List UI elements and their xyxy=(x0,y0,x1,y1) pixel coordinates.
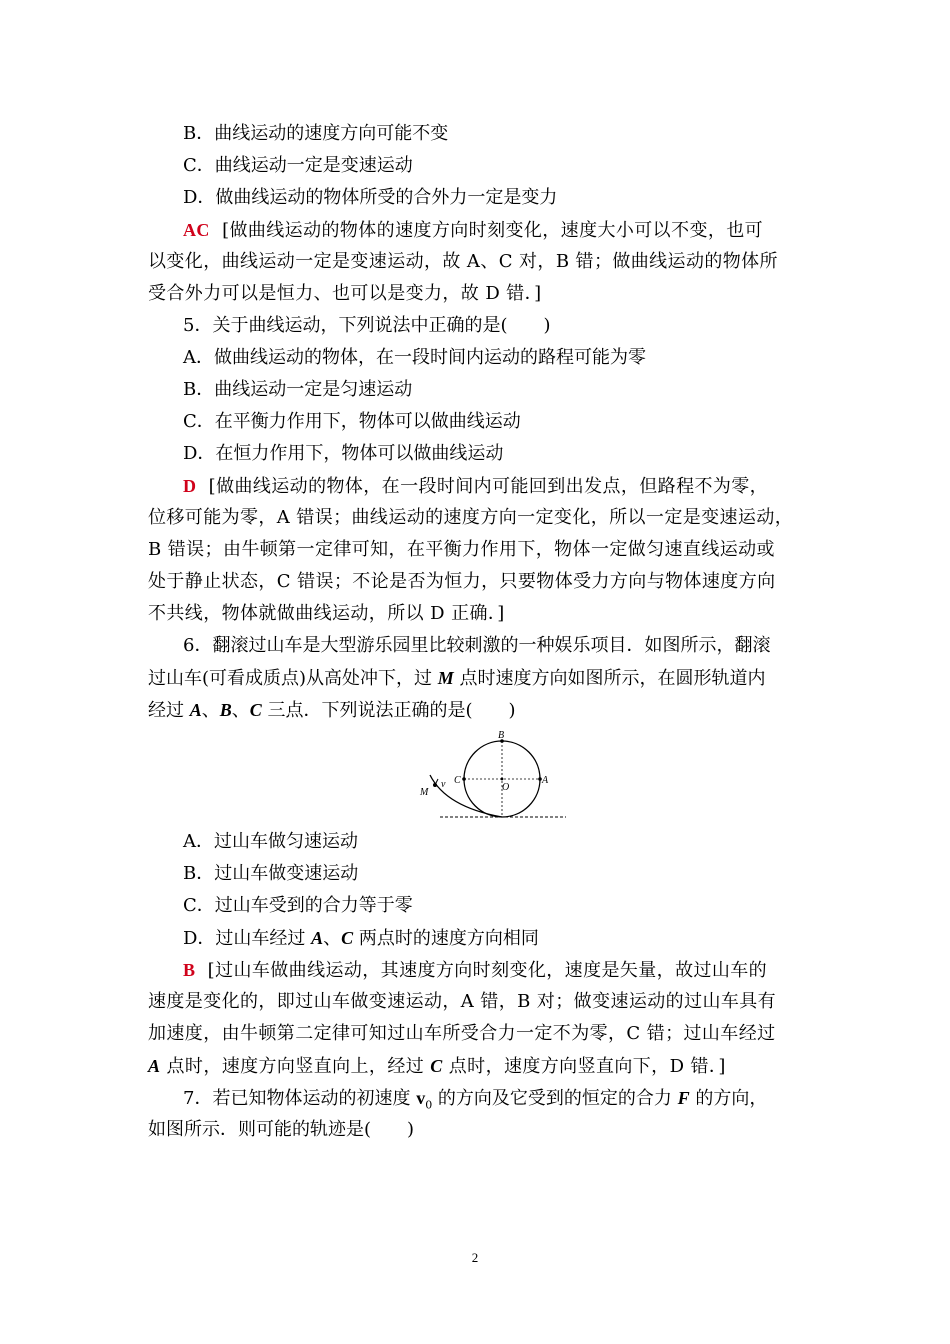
q5-answer-line-5: 不共线，物体就做曲线运动，所以 D 正确．] xyxy=(148,603,505,624)
q5-answer-key: D xyxy=(183,476,197,496)
label-m: M xyxy=(420,787,429,798)
label-o: O xyxy=(502,782,510,793)
q6-answer-key: B xyxy=(183,960,196,980)
q4-option-b: B．曲线运动的速度方向可能不变 xyxy=(183,123,449,144)
label-a: A xyxy=(542,775,549,786)
q6-answer-line-1: B [过山车做曲线运动，其速度方向时刻变化，速度是矢量，故过山车的 xyxy=(183,960,768,981)
point-c-dot xyxy=(462,777,466,781)
q5-answer-line-4: 处于静止状态，C 错误；不论是否为恒力，只要物体受力方向与物体速度方向 xyxy=(148,571,776,592)
q5-answer-line-3: B 错误；由牛顿第一定律可知，在平衡力作用下，物体一定做匀速直线运动或 xyxy=(148,539,775,560)
q6-option-c: C．过山车受到的合力等于零 xyxy=(183,895,413,916)
q6-stem-line-2: 过山车(可看成质点)从高处冲下，过 M 点时速度方向如图所示，在圆形轨道内 xyxy=(148,668,766,689)
q6-stem-line-1: 6．翻滚过山车是大型游乐园里比较刺激的一种娱乐项目．如图所示，翻滚 xyxy=(183,635,771,656)
q7-stem-line-2: 如图所示．则可能的轨迹是( ) xyxy=(148,1119,415,1140)
q5-option-c: C．在平衡力作用下，物体可以做曲线运动 xyxy=(183,411,521,432)
q4-option-c: C．曲线运动一定是变速运动 xyxy=(183,155,413,176)
label-b: B xyxy=(498,730,505,741)
label-v: v xyxy=(441,779,446,790)
q4-answer-line-1: AC [做曲线运动的物体的速度方向时刻变化，速度大小可以不变，也可 xyxy=(183,220,764,241)
q4-option-d: D．做曲线运动的物体所受的合外力一定是变力 xyxy=(183,187,558,208)
q6-stem-line-3: 经过 A、B、C 三点．下列说法正确的是( ) xyxy=(148,700,516,721)
q5-option-b: B．曲线运动一定是匀速运动 xyxy=(183,379,413,400)
q5-option-a: A．做曲线运动的物体，在一段时间内运动的路程可能为零 xyxy=(183,347,646,368)
q6-answer-line-2: 速度是变化的，即过山车做变速运动，A 错，B 对；做变速运动的过山车具有 xyxy=(148,991,777,1012)
q6-option-a: A．过山车做匀速运动 xyxy=(183,831,358,852)
q5-option-d: D．在恒力作用下，物体可以做曲线运动 xyxy=(183,443,504,464)
q4-answer-key: AC xyxy=(183,220,210,240)
q7-stem-line-1: 7．若已知物体运动的初速度 $v_0$ 的方向及它受到的恒定的合力 F 的方向， xyxy=(183,1088,768,1112)
q6-answer-line-3: 加速度，由牛顿第二定律可知过山车所受合力一定不为零，C 错；过山车经过 xyxy=(148,1023,776,1044)
page-number: 2 xyxy=(471,1250,479,1265)
q4-answer-line-3: 受合外力可以是恒力、也可以是变力，故 D 错．] xyxy=(148,283,542,304)
q6-answer-line-4: A 点时，速度方向竖直向上，经过 C 点时，速度方向竖直向下，D 错．] xyxy=(148,1056,726,1077)
roller-coaster-loop-diagram xyxy=(416,727,568,821)
q5-answer-line-2: 位移可能为零，A 错误；曲线运动的速度方向一定变化，所以一定是变速运动， xyxy=(148,507,794,528)
q5-answer-line-1: D [做曲线运动的物体，在一段时间内可能回到出发点，但路程不为零， xyxy=(183,476,769,497)
q5-stem: 5．关于曲线运动，下列说法中正确的是( ) xyxy=(183,315,551,336)
q4-answer-line-2: 以变化，曲线运动一定是变速运动，故 A、C 对，B 错；做曲线运动的物体所 xyxy=(148,251,778,272)
q6-option-d: D．过山车经过 A、C 两点时的速度方向相同 xyxy=(183,928,539,949)
q6-option-b: B．过山车做变速运动 xyxy=(183,863,359,884)
center-o-dot xyxy=(501,778,504,781)
label-c: C xyxy=(454,775,461,786)
